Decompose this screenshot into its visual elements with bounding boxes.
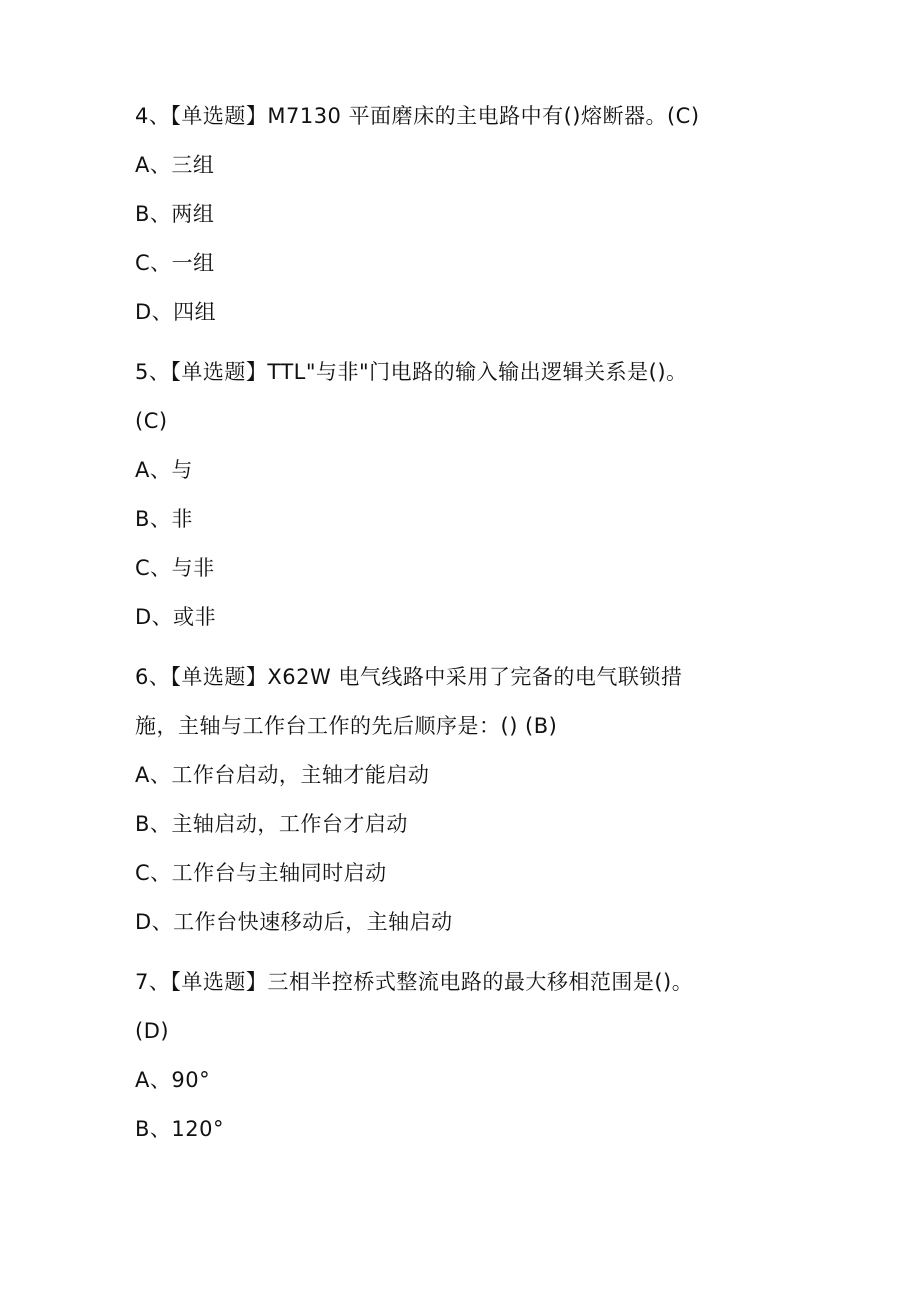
question-4-option-c: C、一组 (135, 251, 215, 275)
question-7-option-b: B、120° (135, 1117, 224, 1141)
question-6-option-c: C、工作台与主轴同时启动 (135, 861, 387, 885)
question-7-option-a: A、90° (135, 1068, 211, 1092)
question-6-option-d: D、工作台快速移动后，主轴启动 (135, 910, 453, 934)
question-5-option-b: B、非 (135, 507, 193, 531)
question-6-option-b: B、主轴启动，工作台才启动 (135, 812, 408, 836)
question-7-stem-line-1: 7、【单选题】三相半控桥式整流电路的最大移相范围是()。 (135, 970, 694, 994)
question-7-stem-line-2: (D) (135, 1019, 170, 1043)
question-6-stem-line-1: 6、【单选题】X62W 电气线路中采用了完备的电气联锁措 (135, 665, 683, 689)
question-6-option-a: A、工作台启动，主轴才能启动 (135, 763, 430, 787)
question-4-option-d: D、四组 (135, 300, 217, 324)
question-5-option-d: D、或非 (135, 605, 217, 629)
question-5-stem-line-1: 5、【单选题】TTL"与非"门电路的输入输出逻辑关系是()。 (135, 360, 688, 384)
question-5-option-a: A、与 (135, 458, 193, 482)
question-4-option-b: B、两组 (135, 202, 215, 226)
question-5-stem-line-2: (C) (135, 409, 168, 433)
question-6-stem-line-2: 施，主轴与工作台工作的先后顺序是：() (B) (135, 714, 558, 738)
question-4-option-a: A、三组 (135, 153, 215, 177)
question-4-stem: 4、【单选题】M7130 平面磨床的主电路中有()熔断器。(C) (135, 104, 700, 128)
question-5-option-c: C、与非 (135, 556, 215, 580)
